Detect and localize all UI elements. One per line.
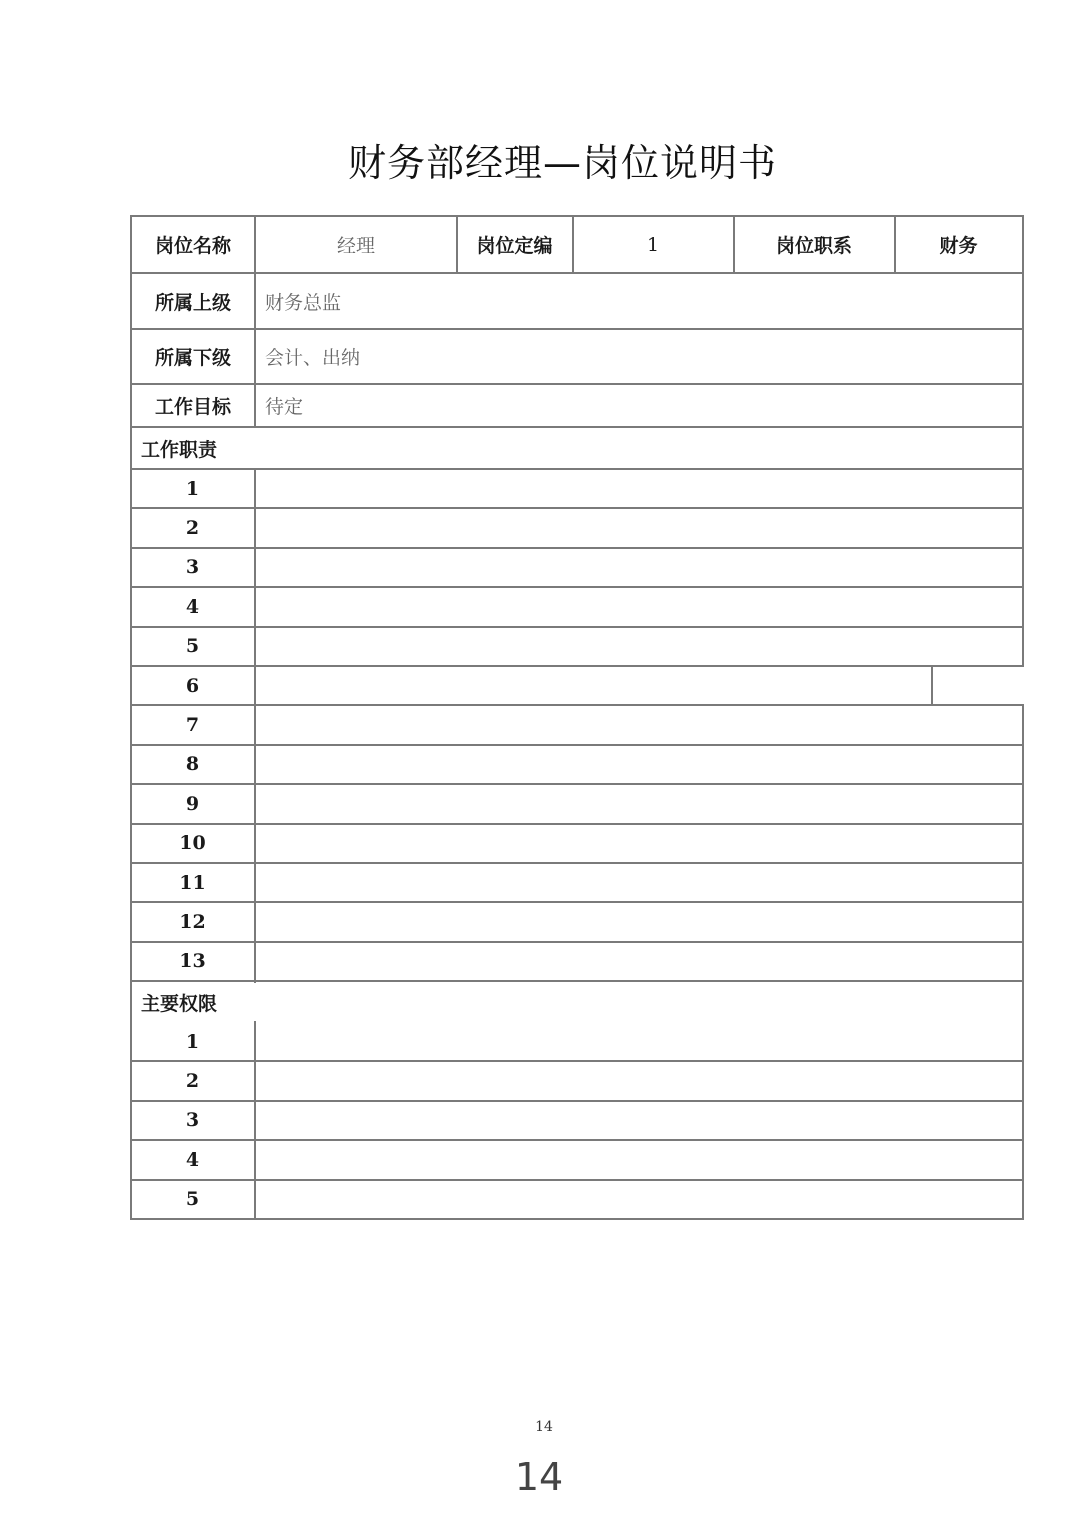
responsibility-content[interactable] <box>264 705 1020 744</box>
responsibilities-section-label: 工作职责 <box>141 438 218 461</box>
authority-content[interactable] <box>264 1101 1020 1140</box>
responsibility-content[interactable] <box>264 942 1020 981</box>
work-goal-label: 工作目标 <box>154 396 231 418</box>
authority-number: 3 <box>185 1109 200 1132</box>
responsibility-content[interactable] <box>264 745 1020 784</box>
responsibility-content[interactable] <box>264 627 1020 666</box>
responsibility-content[interactable] <box>264 902 1020 941</box>
authority-number: 1 <box>185 1030 200 1053</box>
responsibility-number: 7 <box>185 714 200 737</box>
position-name-value[interactable]: 经理 <box>336 235 375 257</box>
authority-number: 4 <box>185 1148 200 1171</box>
superior-value[interactable]: 财务总监 <box>265 291 342 314</box>
responsibility-number: 11 <box>179 871 206 894</box>
page-number-small: 14 <box>535 1419 553 1435</box>
superior-label: 所属上级 <box>154 291 231 314</box>
responsibility-number: 4 <box>185 595 200 618</box>
authority-content[interactable] <box>264 1022 1020 1061</box>
responsibility-content[interactable] <box>264 824 1020 863</box>
responsibility-content[interactable] <box>264 548 1020 587</box>
page-number-large: 14 <box>514 1455 564 1499</box>
subordinate-value[interactable]: 会计、出纳 <box>265 347 361 369</box>
responsibility-content[interactable] <box>264 784 1020 823</box>
authority-number: 5 <box>185 1188 200 1211</box>
responsibility-content[interactable] <box>264 587 1020 626</box>
responsibility-content[interactable] <box>264 666 1020 705</box>
responsibility-number: 2 <box>185 517 200 540</box>
responsibility-content[interactable] <box>264 508 1020 547</box>
headcount-value[interactable]: 1 <box>646 233 660 256</box>
responsibility-number: 1 <box>185 477 200 500</box>
responsibility-number: 12 <box>179 911 206 934</box>
authority-number: 2 <box>185 1070 200 1093</box>
responsibility-number: 3 <box>185 556 200 579</box>
authorities-section-label: 主要权限 <box>141 992 218 1015</box>
responsibility-number: 9 <box>185 792 200 815</box>
responsibility-number: 13 <box>179 950 206 973</box>
authority-content[interactable] <box>264 1180 1020 1219</box>
authority-content[interactable] <box>264 1140 1020 1179</box>
document-title: 财务部经理—岗位说明书 <box>347 141 777 185</box>
responsibility-number: 5 <box>185 635 200 658</box>
responsibility-content[interactable] <box>264 863 1020 902</box>
work-goal-value[interactable]: 待定 <box>265 396 304 418</box>
position-name-label: 岗位名称 <box>154 235 231 257</box>
responsibility-content[interactable] <box>264 469 1020 508</box>
job-family-label: 岗位职系 <box>775 235 852 257</box>
responsibility-number: 6 <box>185 674 200 697</box>
job-family-value[interactable]: 财务 <box>939 235 978 257</box>
headcount-label: 岗位定编 <box>476 235 553 257</box>
responsibility-number: 8 <box>185 753 200 776</box>
responsibility-number: 10 <box>179 832 206 855</box>
authority-content[interactable] <box>264 1061 1020 1100</box>
subordinate-label: 所属下级 <box>154 347 231 369</box>
